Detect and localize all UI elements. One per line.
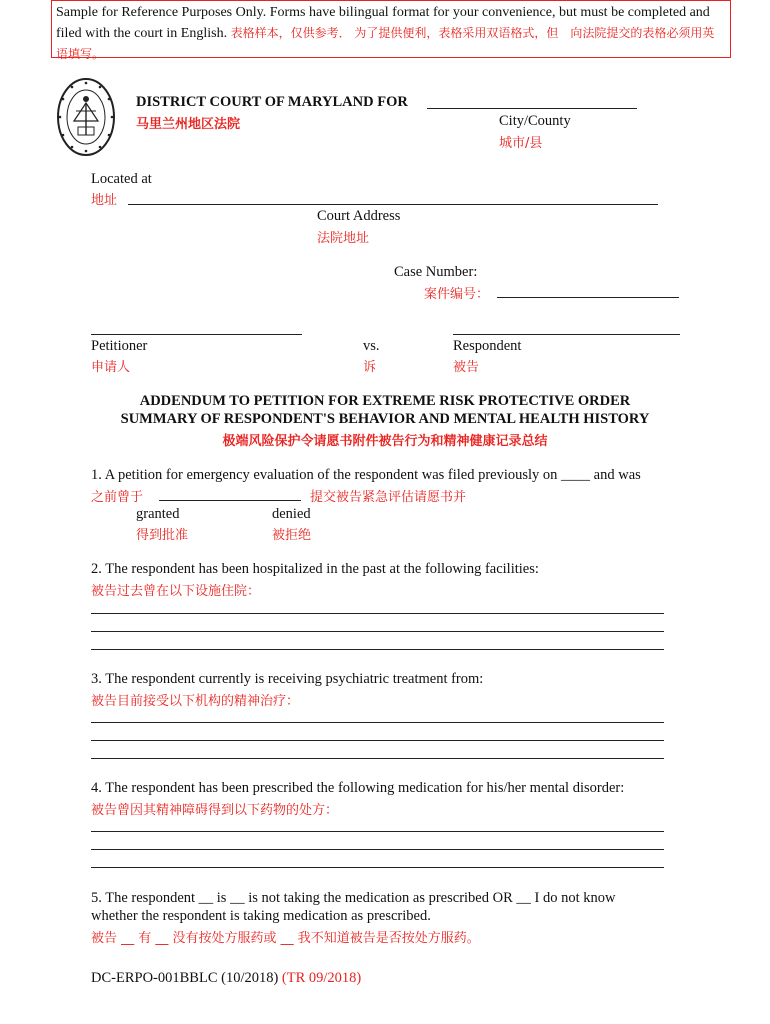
case-number-field[interactable] <box>497 297 679 298</box>
court-heading-zh: 马里兰州地区法院 <box>136 117 241 132</box>
court-address-field[interactable] <box>128 204 658 205</box>
located-at-label: Located at <box>91 171 152 187</box>
petitioner-field[interactable] <box>91 334 302 335</box>
form-title-line1: ADDENDUM TO PETITION FOR EXTREME RISK PROTECTIVE ORDER <box>139 393 631 409</box>
vs-label: vs. <box>363 338 380 354</box>
case-number-label: Case Number: <box>394 264 478 280</box>
item1-text-zh-b: 提交被告紧急评估请愿书并 <box>310 490 467 505</box>
granted-option-zh: 得到批准 <box>136 528 189 543</box>
item1-text: 1. A petition for emergency evaluation of the respondent was filed previously on ____ and was <box>91 467 641 483</box>
item3-answer-line[interactable] <box>91 758 664 759</box>
item3-text: 3. The respondent currently is receiving psychiatric treatment from: <box>91 671 484 687</box>
notice-chinese: 表格样本，仅供参考． 为了提供便利，表格采用双语格式，但 向法院提交的表格必须用英语填写。 <box>56 26 715 61</box>
city-county-field[interactable] <box>427 108 637 109</box>
form-title-line2: SUMMARY OF RESPONDENT'S BEHAVIOR AND MENTAL HEALTH HISTORY <box>120 411 650 427</box>
item2-text: 2. The respondent has been hospitalized in the past at the following facilities: <box>91 561 539 577</box>
petitioner-label: Petitioner <box>91 338 148 354</box>
located-at-label-zh: 地址 <box>91 193 118 208</box>
case-number-label-zh: 案件编号： <box>424 287 490 302</box>
form-title-zh: 极端风险保护令请愿书附件被告行为和精神健康记录总结 <box>222 434 548 449</box>
item5-text-line1: 5. The respondent __ is __ is not taking the medication as prescribed OR __ I do not know <box>91 890 616 906</box>
respondent-field[interactable] <box>453 334 680 335</box>
city-county-label-zh: 城市/县 <box>499 136 543 151</box>
item2-text-zh: 被告过去曾在以下设施住院： <box>91 584 261 599</box>
item4-answer-line[interactable] <box>91 831 664 832</box>
respondent-label: Respondent <box>453 338 522 354</box>
translation-date: (TR 09/2018) <box>281 970 362 986</box>
court-address-label: Court Address <box>317 208 401 224</box>
item1-text-zh-a: 之前曾于 <box>91 490 144 505</box>
court-seal-icon <box>56 77 116 157</box>
item1-date-field[interactable] <box>159 500 301 501</box>
item5-text-zh: 被告 __ 有 __ 没有按处方服药或 __ 我不知道被告是否按处方服药。 <box>91 931 480 946</box>
vs-label-zh: 诉 <box>363 360 377 375</box>
item4-text: 4. The respondent has been prescribed the following medication for his/her mental disorder: <box>91 780 625 796</box>
city-county-label: City/County <box>499 113 571 129</box>
denied-option[interactable]: denied <box>272 506 311 522</box>
court-heading: DISTRICT COURT OF MARYLAND FOR <box>136 94 408 110</box>
denied-option-zh: 被拒绝 <box>272 528 312 543</box>
item4-answer-line[interactable] <box>91 849 664 850</box>
notice-english: Sample for Reference Purposes Only. Forms have bilingual format for your convenience, but must be completed and filed with the court in English. <box>56 5 710 41</box>
item2-answer-line[interactable] <box>91 613 664 614</box>
item4-text-zh: 被告曾因其精神障碍得到以下药物的处方： <box>91 803 339 818</box>
petitioner-label-zh: 申请人 <box>91 360 131 375</box>
item2-answer-line[interactable] <box>91 649 664 650</box>
respondent-label-zh: 被告 <box>453 360 480 375</box>
item3-answer-line[interactable] <box>91 740 664 741</box>
item4-answer-line[interactable] <box>91 867 664 868</box>
form-id-code: DC-ERPO-001BBLC (10/2018) <box>91 970 279 986</box>
form-id <box>91 970 361 987</box>
item2-answer-line[interactable] <box>91 631 664 632</box>
item3-text-zh: 被告目前接受以下机构的精神治疗： <box>91 694 300 709</box>
item5-text-line2: whether the respondent is taking medication as prescribed. <box>91 908 431 924</box>
court-address-label-zh: 法院地址 <box>317 231 370 246</box>
item3-answer-line[interactable] <box>91 722 664 723</box>
granted-option[interactable]: granted <box>136 506 180 522</box>
sample-notice <box>51 0 731 61</box>
